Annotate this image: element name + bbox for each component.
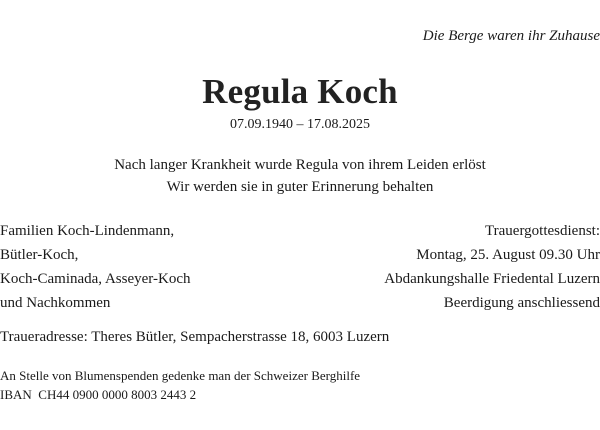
- donation-block: [0, 366, 360, 404]
- message-line: Wir werden sie in guter Erinnerung behalten: [166, 179, 434, 195]
- mourner-line: Bütler-Koch,: [0, 247, 79, 263]
- donation-text: An Stelle von Blumenspenden gedenke man der Schweizer Berghilfe: [0, 368, 361, 383]
- mourner-line: Familien Koch-Lindenmann,: [0, 223, 175, 239]
- motto: Die Berge waren ihr Zuhause: [422, 28, 600, 44]
- service-burial: Beerdigung anschliessend: [443, 295, 600, 311]
- message-line: Nach langer Krankheit wurde Regula von ihrem Leiden erlöst: [114, 157, 486, 173]
- deceased-name: Regula Koch: [202, 72, 398, 111]
- mourner-line: Koch-Caminada, Asseyer-Koch: [0, 271, 191, 287]
- donation-iban: IBAN CH44 0900 0000 8003 2443 2: [0, 387, 197, 402]
- service-heading: Trauergottesdienst:: [485, 223, 600, 239]
- mourning-address: Traueradresse: Theres Bütler, Sempacherstrasse 18, 6003 Luzern: [0, 329, 390, 345]
- life-dates: 07.09.1940 – 17.08.2025: [230, 117, 370, 132]
- service-block: [384, 219, 600, 315]
- service-datetime: Montag, 25. August 09.30 Uhr: [416, 247, 600, 263]
- message-block: [0, 154, 600, 198]
- mourners-block: [0, 219, 190, 315]
- mourner-line: und Nachkommen: [0, 295, 111, 311]
- service-place: Abdankungshalle Friedental Luzern: [384, 271, 600, 287]
